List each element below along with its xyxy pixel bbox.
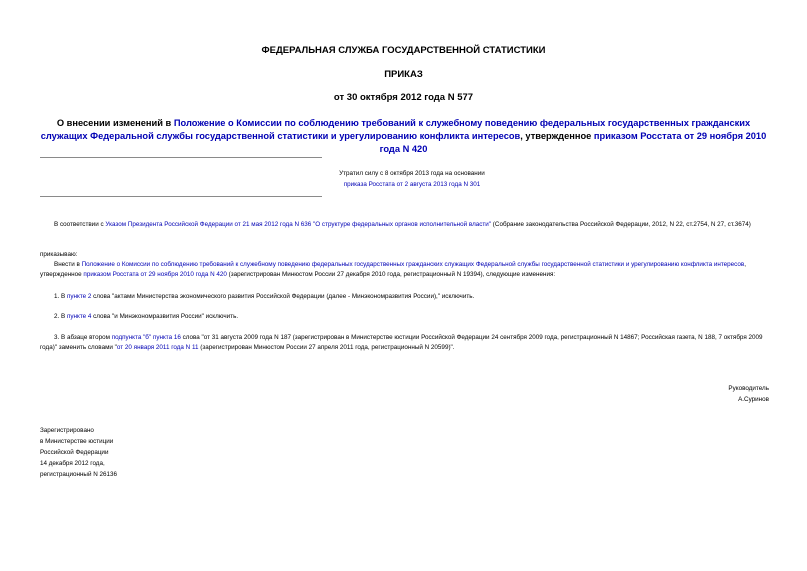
repeal-note-text: Утратил силу с 8 октября 2013 года на основании (339, 170, 485, 177)
title-link-order-420[interactable]: приказом Росстата от 29 ноября 2010 года N 420 (379, 131, 767, 154)
document-date-number: от 30 октября 2012 года N 577 (333, 92, 474, 103)
item-1 (40, 292, 770, 302)
item1-link-point-2[interactable]: пункте 2 (66, 293, 92, 300)
document-title (40, 117, 767, 156)
title-text-2: , утвержденное (520, 131, 594, 141)
registration-block (40, 425, 117, 480)
para2-text-3: (зарегистрирован Минюстом России 27 декабря 2010 года, регистрационный N 19394), следующие изменения: (226, 271, 556, 278)
registration-line-5: регистрационный N 26136 (40, 471, 118, 478)
item3-link-subpoint-b[interactable]: подпункта "б" пункта 16 (111, 334, 181, 341)
registration-line-4: 14 декабря 2012 года, (40, 460, 105, 467)
divider-top (40, 157, 322, 158)
item-2 (40, 312, 770, 322)
item2-link-point-4[interactable]: пункте 4 (66, 313, 92, 320)
para2-text-1: Внести в (54, 261, 82, 268)
divider-bottom (40, 196, 322, 197)
title-text-1: О внесении изменений в (56, 118, 174, 128)
repeal-note-link[interactable]: приказа Росстата от 2 августа 2013 года N 301 (343, 181, 481, 188)
para2-text-2: , утвержденное (40, 261, 746, 278)
registration-line-3: Российской Федерации (40, 449, 109, 456)
para2-link-order-420[interactable]: приказом Росстата от 29 ноября 2010 года N 420 (83, 271, 227, 278)
title-link-regulation[interactable]: Положение о Комиссии по соблюдению требований к служебному поведению федеральных государственных гражданских служащих Федеральной службы государственной статистики и урегулированию конфликта интересов (40, 118, 751, 141)
order-word: приказываю: (40, 251, 78, 258)
para1-text-1: В соответствии с (54, 221, 106, 228)
para1-link-decree[interactable]: Указом Президента Российской Федерации от 21 мая 2012 года N 636 "О структуре федеральных органов исполнительной власти" (105, 221, 492, 228)
item3-link-order-11[interactable]: от 20 января 2011 года N 11 (116, 344, 199, 351)
registration-line-2: в Министерстве юстиции (40, 438, 114, 445)
document-type: ПРИКАЗ (384, 69, 423, 80)
item3-text-2: слова "от 31 августа 2009 года N 187 (зарегистрирован в Министерстве юстиции Российской Федерации 24 сентября 2009 года, регистрационный N 14867; Российская газета, N 188, 7 октября 2009 года)" заменить словами " (40, 334, 763, 351)
repeal-note (292, 168, 532, 190)
item-3 (40, 333, 770, 353)
signature-name: А.Суринов (738, 396, 769, 403)
item1-text-2: слова "актами Министерства экономического развития Российской Федерации (далее - Минэкономразвития России)," исключить. (91, 293, 475, 300)
item2-text-2: слова "и Минэкономразвития России" исключить. (91, 313, 239, 320)
item3-text-1: 3. В абзаце втором (54, 334, 112, 341)
item3-text-3: (зарегистрирован Минюстом России 27 апреля 2011 года, регистрационный N 20599)". (198, 344, 455, 351)
item1-text-1: 1. В (54, 293, 67, 300)
para1-text-2: (Собрание законодательства Российской Федерации, 2012, N 22, ст.2754, N 27, ст.3674) (491, 221, 751, 228)
signature-block (728, 383, 769, 405)
signature-position: Руководитель (728, 385, 769, 392)
para2-link-regulation[interactable]: Положение о Комиссии по соблюдению требований к служебному поведению федеральных государственных гражданских служащих Федеральной службы государственной статистики и урегулированию конфликта интересов (81, 261, 745, 268)
registration-line-1: Зарегистрировано (40, 427, 94, 434)
item2-text-1: 2. В (54, 313, 67, 320)
paragraph-amend (40, 260, 770, 280)
agency-name: ФЕДЕРАЛЬНАЯ СЛУЖБА ГОСУДАРСТВЕННОЙ СТАТИСТИКИ (261, 45, 546, 56)
paragraph-basis (40, 220, 770, 230)
